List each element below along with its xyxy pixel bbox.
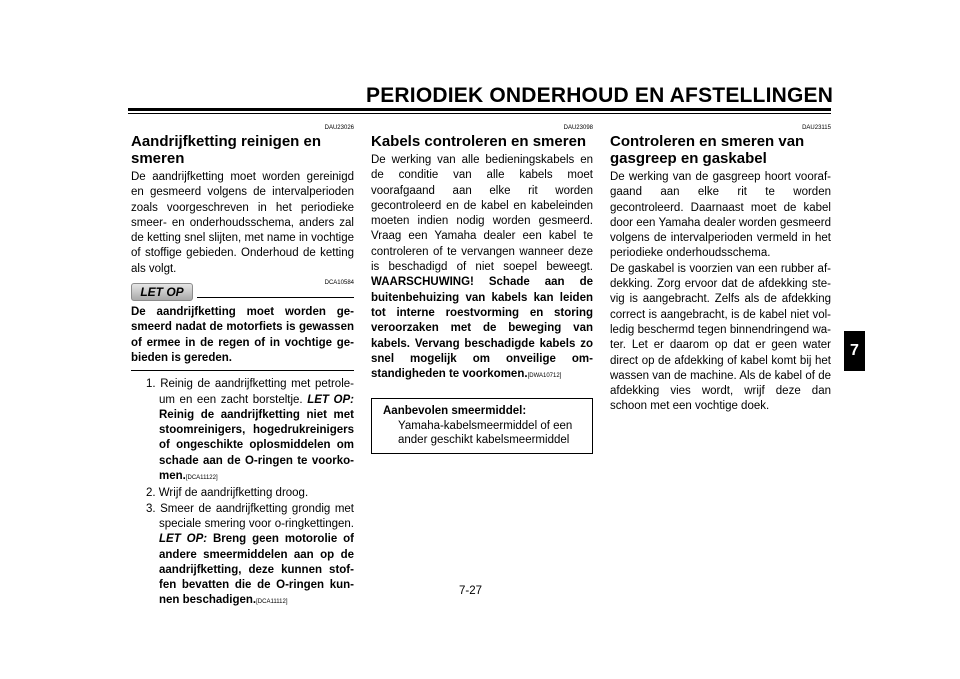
- column-cables: [371, 124, 593, 454]
- recommended-lubricant-box: [371, 398, 593, 454]
- caution-end-rule: [131, 370, 354, 371]
- section-code: DAU23098: [563, 125, 593, 131]
- caution-code: DCA10584: [324, 280, 354, 287]
- section-code: DAU23026: [324, 125, 354, 131]
- section-code: DAU23115: [802, 125, 831, 131]
- list-item: 1. Reinig de aandrijfketting met petroleum en een zacht borsteltje. LET OP: Reinig de aandrijfketting niet met stoomreinigers, hogedrukreinigers of ongeschikte oplosmiddelen om schade aan de O-ringen te voorkomen.[DCA11122]: [146, 378, 354, 483]
- caution-text: De aandrijfketting moet worden gesmeerd nadat de motorfiets is gewassen of ermee in de regen of in vochtige gebieden is gereden.: [131, 306, 354, 364]
- header-rule-thin: [128, 113, 831, 114]
- recommended-title: Aanbevolen smeermiddel:: [383, 405, 527, 418]
- steps-list: [131, 377, 354, 610]
- section-intro: De aandrijfketting moet worden gereinigd en gesmeerd volgens de intervalperioden zoals voorgeschreven in het periodieke smeer- en onderhoudsschema, anders zal de ketting snel slijten, met name in vochtige of stoffige gebieden. Onderhoud de ketting als volgt.: [131, 171, 354, 275]
- recommended-text: Yamaha-kabelsmeermiddel of een ander geschikt kabelsmeermiddel: [398, 420, 573, 447]
- caution-badge: LET OP: [131, 283, 193, 301]
- caution-rule: [197, 297, 354, 298]
- list-item: 3. Smeer de aandrijfketting grondig met speciale smering voor o-ringkettingen. LET OP: Breng geen motorolie of andere smeermiddelen aan op de aandrijfketting, deze kunnen stoffen bevatten die de O-ringen kunnen beschadigen.[DCA11112]: [146, 502, 354, 607]
- section-heading: Controleren en smeren van gasgreep en gaskabel: [610, 133, 805, 167]
- list-item: 2. Wrijf de aandrijfketting droog.: [146, 487, 309, 500]
- warning-text: Schade aan de buitenbehuizing van kabels kan leiden tot interne roestvorming en storing veroorzaken met de beweging van kabels. Vervang beschadigde kabels zo snel mogelijk om onveilige omstandigheden te voorkomen.: [371, 276, 593, 381]
- header-rule-thick: [128, 108, 831, 111]
- section-body: De werking van alle bedieningskabels en de conditie van alle kabels moet voorafgaand aan elke rit worden gecontroleerd en de kabel en kabeleinden moeten indien nodig worden gesmeerd. Vraag een Yamaha dealer een kabel te controleren of te vervangen wanneer deze is beschadigd of niet soepel beweegt. WAARSCHUWING! Schade aan de buitenbehuizing van kabels kan leiden tot interne roestvorming en storing veroorzaken met de beweging van kabels. Vervang beschadigde kabels zo snel mogelijk om onveilige omstandigheden te voorkomen.[DWA10712]: [371, 154, 593, 381]
- page-title: PERIODIEK ONDERHOUD EN AFSTELLINGEN: [366, 84, 834, 107]
- page-number: 7-27: [459, 585, 483, 597]
- caution-header: [131, 280, 354, 305]
- section-paragraph-2: De gaskabel is voorzien van een rubber afdekking. Zorg ervoor dat de afdekking stevig is aangebracht. Zelfs als de afdekking correct is aangebracht, is de kabel niet volledig beschermd tegen binnendringend water. Let er daarom op dat er geen water direct op de afdekking of kabel komt bij het wassen van de machine. Als de kabel of de afdekking vies wordt, wrijf deze dan schoon met een vochtige doek.: [610, 262, 831, 413]
- section-heading: Kabels controleren en smeren: [371, 133, 587, 150]
- chapter-tab: 7: [844, 331, 865, 371]
- section-paragraph-1: De werking van de gasgreep hoort voorafgaand aan elke rit te worden gecontroleerd. Daarnaast moet de kabel door een Yamaha dealer worden gesmeerd volgens de intervalperioden vermeld in het periodieke onderhoudsschema.: [610, 171, 831, 260]
- column-chain: [131, 124, 354, 611]
- column-throttle: [610, 124, 831, 415]
- warning-label: WAARSCHUWING!: [371, 276, 474, 289]
- warning-code: [DWA10712]: [527, 373, 562, 380]
- section-heading: Aandrijfketting reinigen en smeren: [131, 133, 322, 167]
